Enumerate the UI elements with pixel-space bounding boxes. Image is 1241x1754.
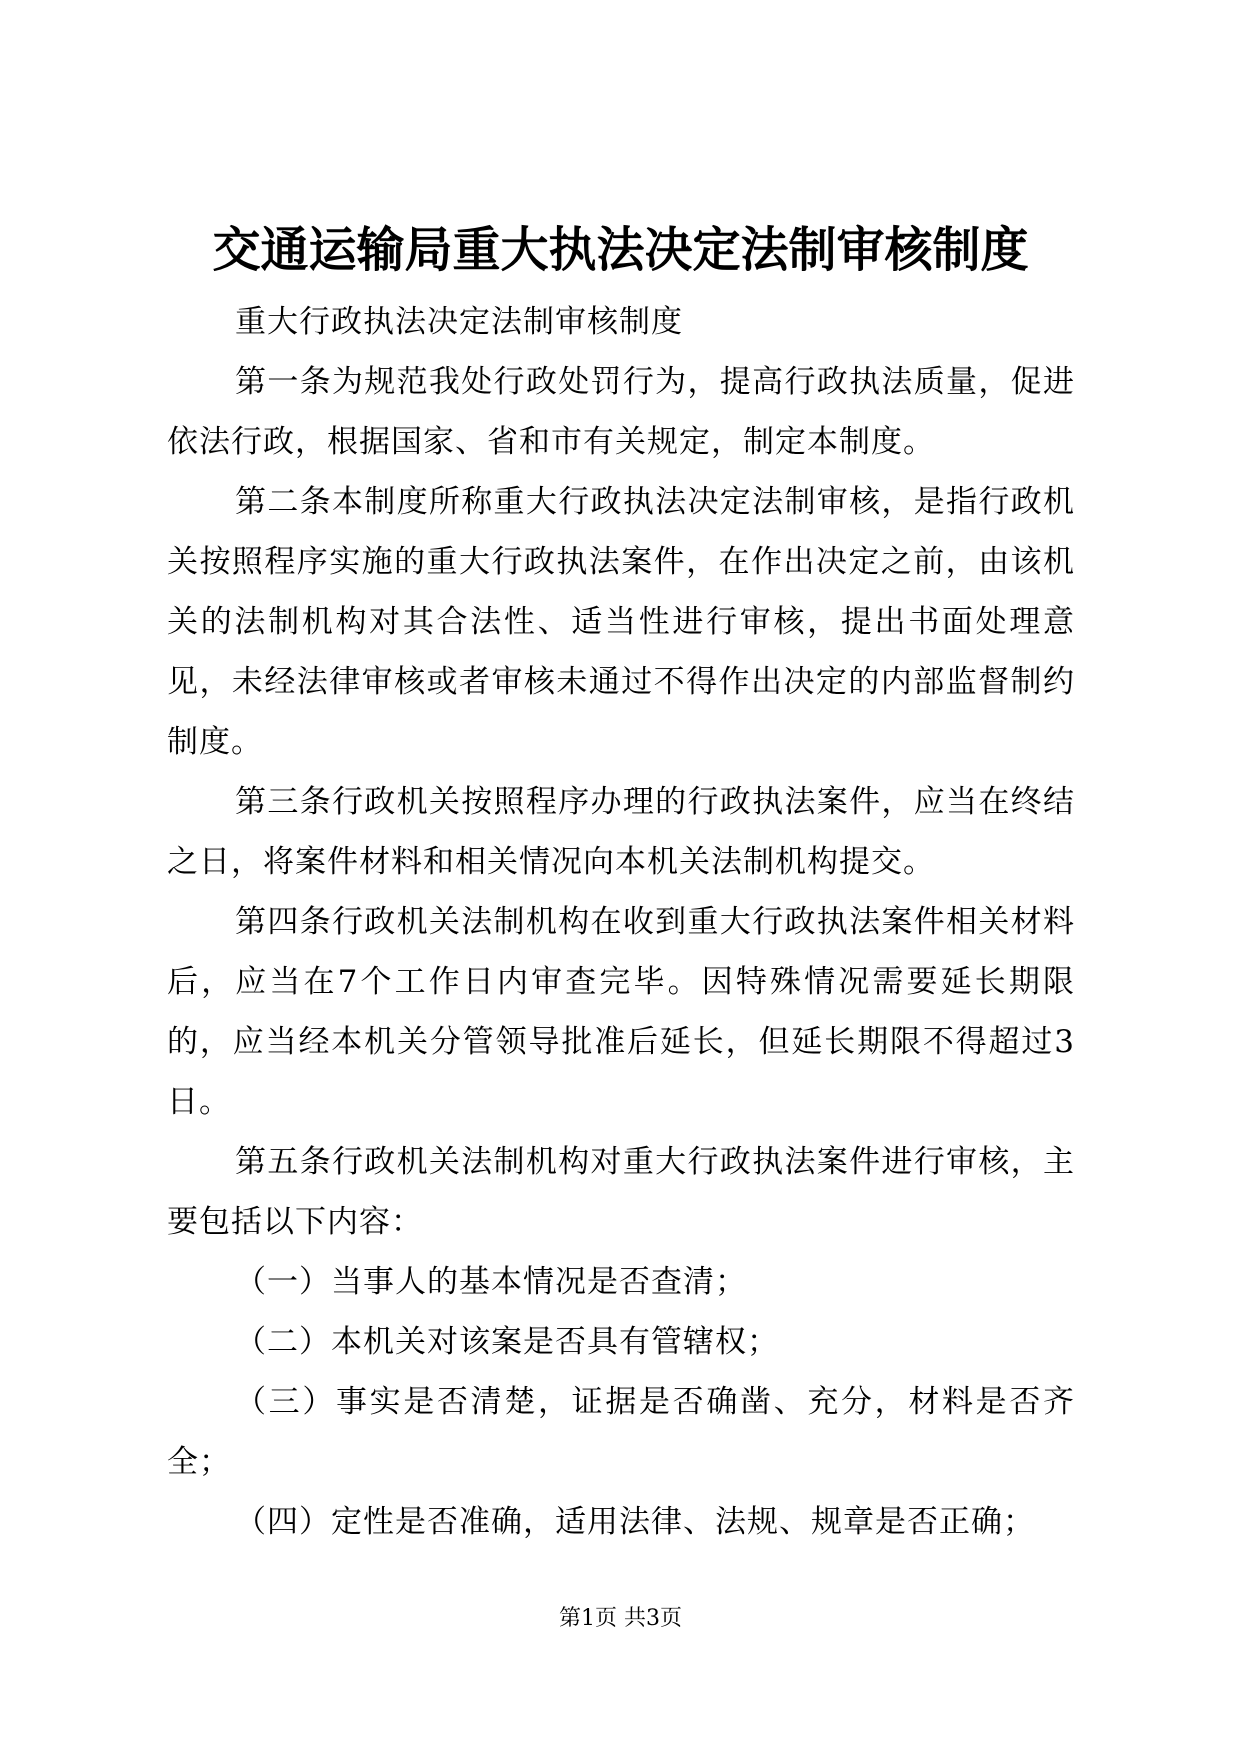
list-item-2: （二）本机关对该案是否具有管辖权； — [235, 1324, 779, 1360]
list-item-3: （三）事实是否清楚，证据是否确凿、充分，材料是否齐全； — [167, 1384, 1075, 1480]
list-item-4: （四）定性是否准确，适用法律、法规、规章是否正确； — [235, 1504, 1035, 1540]
paragraph-article-3: 第三条行政机关按照程序办理的行政执法案件，应当在终结之日，将案件材料和相关情况向本机关法制机构提交。 — [167, 784, 1075, 880]
document-title: 交通运输局重大执法决定法制审核制度 — [212, 222, 1029, 278]
paragraph-subtitle: 重大行政执法决定法制审核制度 — [235, 304, 683, 340]
paragraph-article-4: 第四条行政机关法制机构在收到重大行政执法案件相关材料后，应当在7个工作日内审查完毕。因特殊情况需要延长期限的，应当经本机关分管领导批准后延长，但延长期限不得超过3日。 — [167, 904, 1075, 1120]
paragraph-article-1: 第一条为规范我处行政处罚行为，提高行政执法质量，促进依法行政，根据国家、省和市有关规定，制定本制度。 — [167, 364, 1075, 460]
page-footer: 第1页 共3页 — [559, 1606, 682, 1631]
document-body — [167, 292, 1075, 1552]
paragraph-article-5: 第五条行政机关法制机构对重大行政执法案件进行审核，主要包括以下内容： — [167, 1144, 1075, 1240]
paragraph-article-2: 第二条本制度所称重大行政执法决定法制审核，是指行政机关按照程序实施的重大行政执法案件，在作出决定之前，由该机关的法制机构对其合法性、适当性进行审核，提出书面处理意见，未经法律审核或者审核未通过不得作出决定的内部监督制约制度。 — [167, 484, 1075, 760]
list-item-1: （一）当事人的基本情况是否查清； — [235, 1264, 747, 1300]
